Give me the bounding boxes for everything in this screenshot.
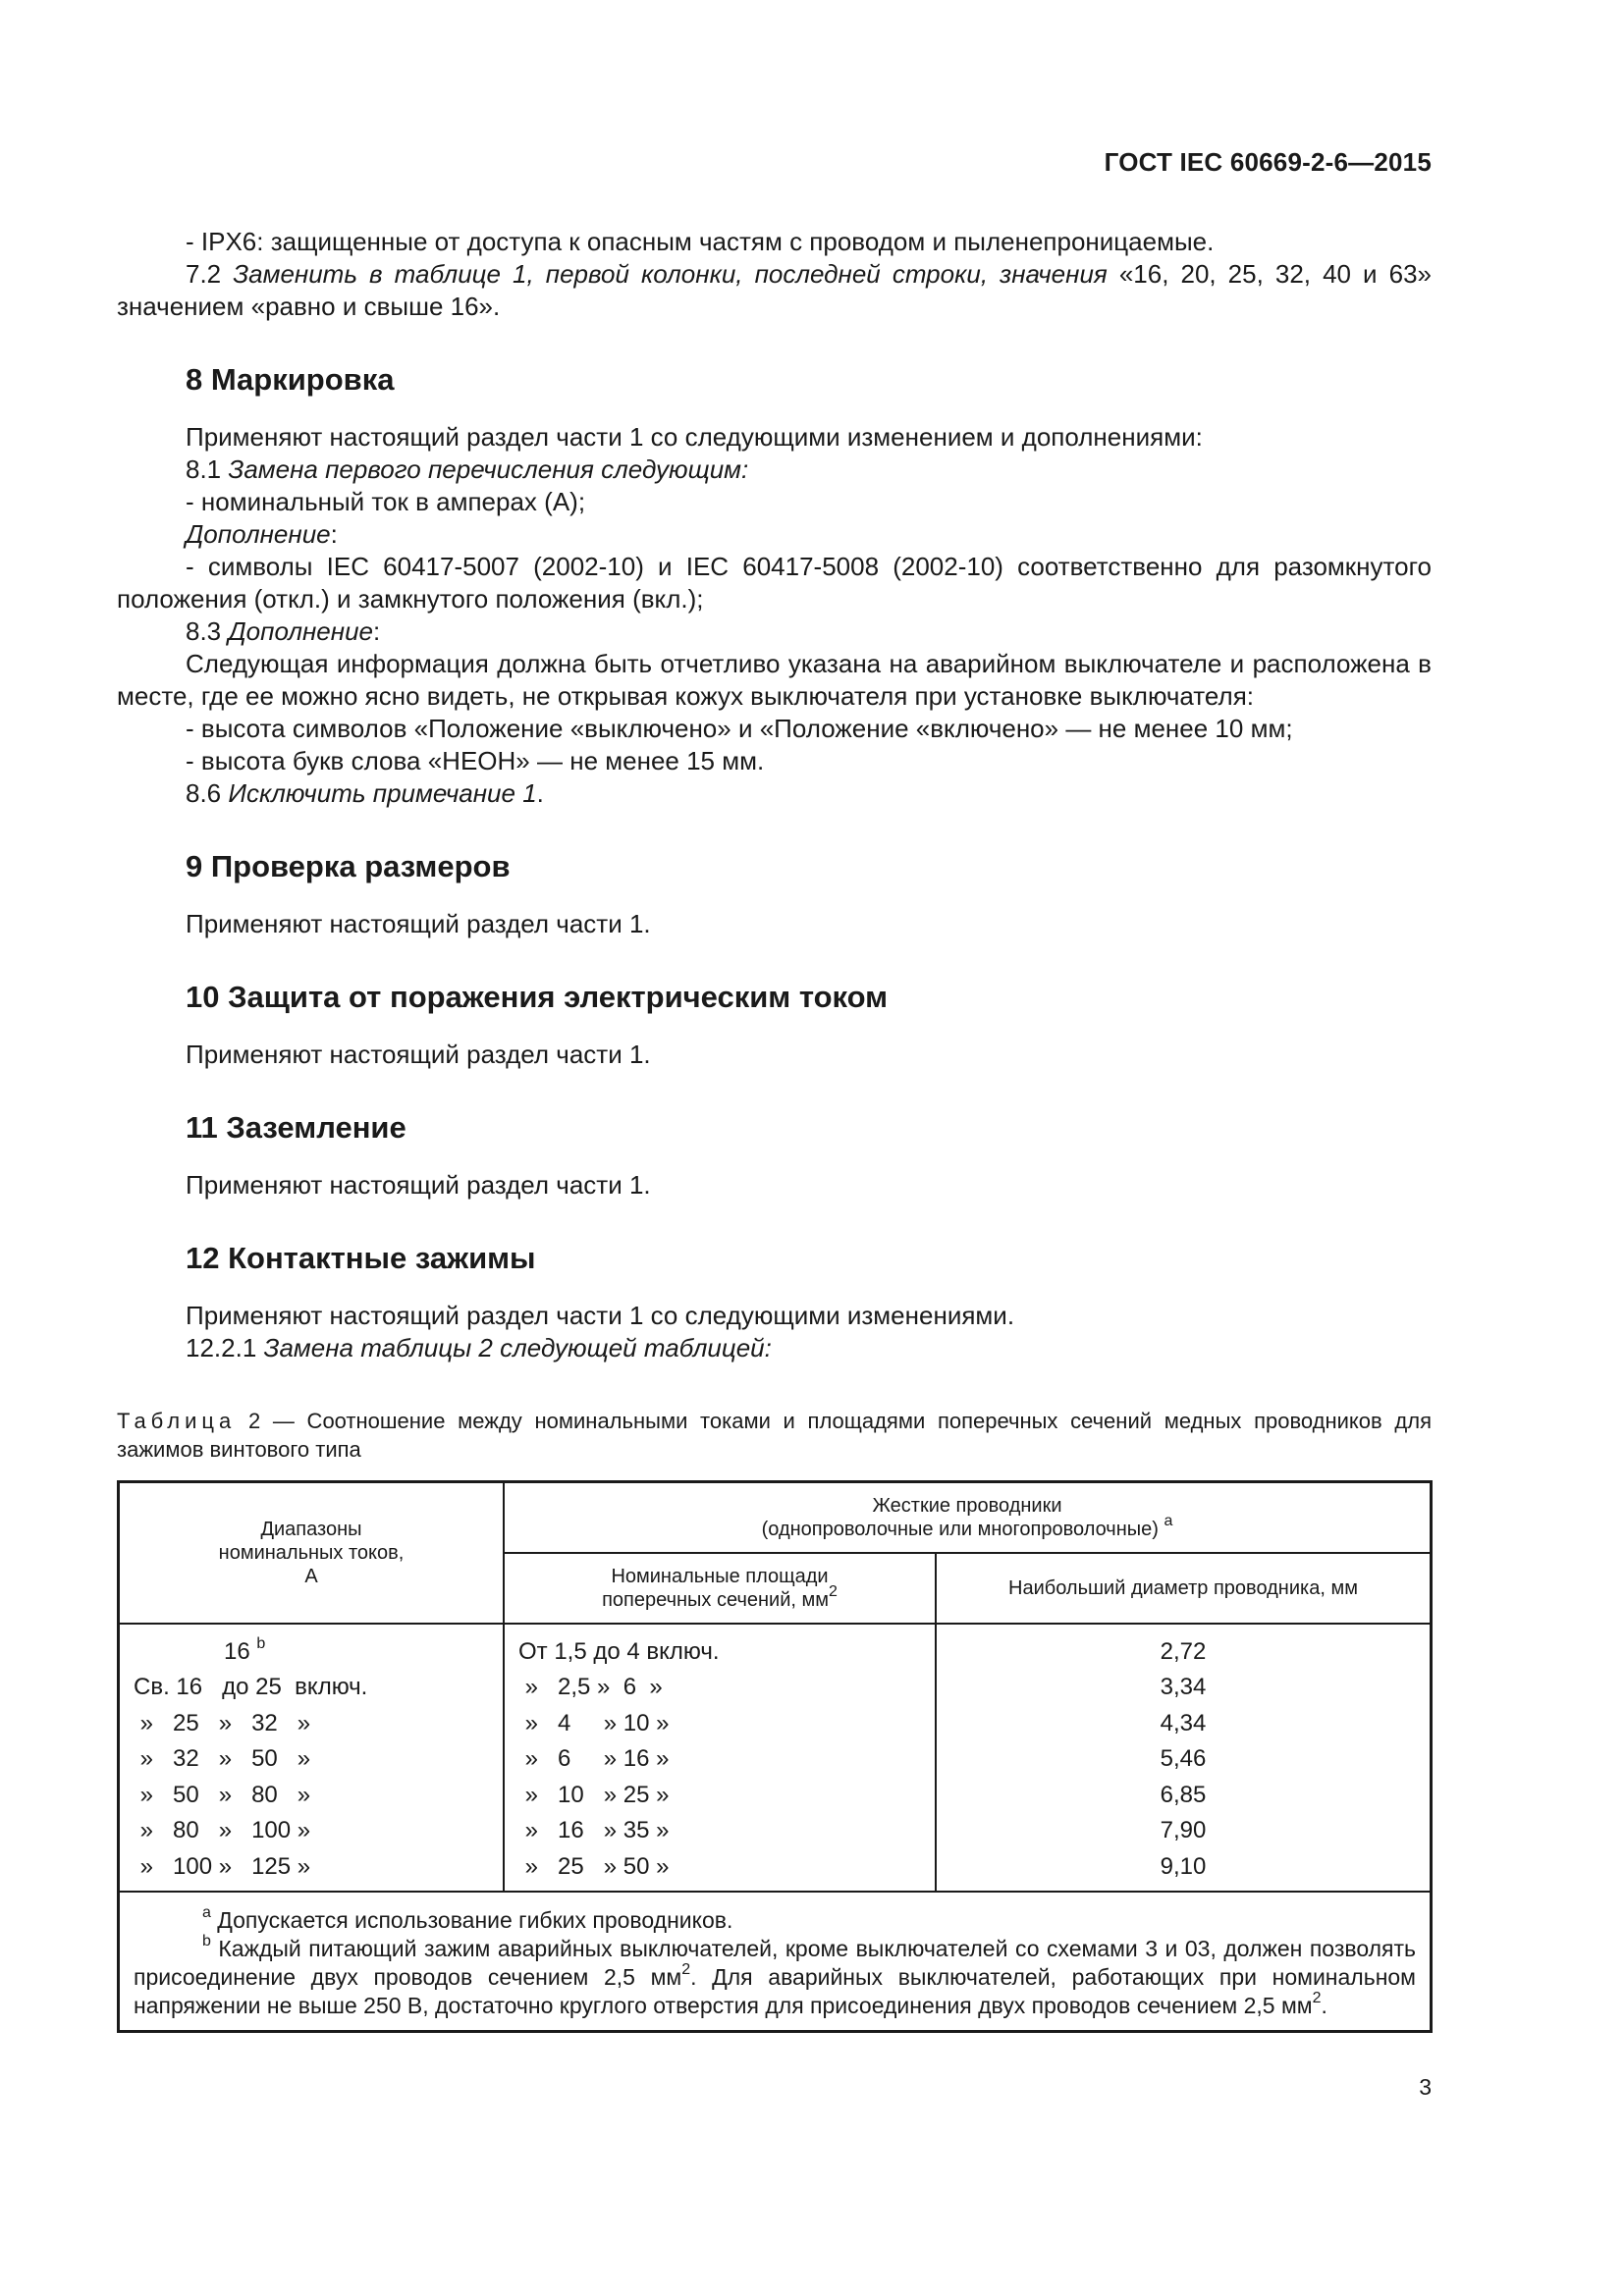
current-range-row: » 100 » 125 »	[134, 1852, 311, 1880]
diameter-row: 4,34	[1160, 1709, 1207, 1736]
page-number: 3	[1419, 2074, 1432, 2100]
s8-line-9: - высота букв слова «НЕОН» — не менее 15 мм.	[186, 746, 765, 775]
clause-7-2: 7.2 Заменить в таблице 1, первой колонки, последней строки, значения «16, 20, 25, 32, 40 и 63» значением «равно и свыше 16».	[117, 259, 1432, 321]
section-10-title: 10 Защита от поражения электрическим током	[186, 980, 889, 1014]
s12-line-2: 12.2.1 Замена таблицы 2 следующей таблицей:	[186, 1333, 772, 1362]
section-12-title: 12 Контактные зажимы	[186, 1241, 536, 1275]
s8-line-4: Дополнение:	[186, 519, 338, 549]
s8-line-1: Применяют настоящий раздел части 1 со следующими изменением и дополнениями:	[186, 422, 1203, 452]
main-text	[117, 226, 1432, 1364]
area-row: » 10 » 25 »	[518, 1781, 670, 1808]
document-header: ГОСТ IEC 60669-2-6—2015	[1104, 147, 1432, 177]
s8-line-2: 8.1 Замена первого перечисления следующим:	[186, 454, 749, 484]
area-row: » 25 » 50 »	[518, 1852, 670, 1880]
area-row: » 4 » 10 »	[518, 1709, 670, 1736]
s9-text: Применяют настоящий раздел части 1.	[186, 909, 651, 938]
section-11-title: 11 Заземление	[186, 1110, 406, 1145]
table-notes	[119, 1892, 1432, 2032]
area-row: » 2,5 » 6 »	[518, 1674, 663, 1700]
ipx6-line: - IPX6: защищенные от доступа к опасным частям с проводом и пыленепроницаемые.	[186, 227, 1215, 256]
s11-text: Применяют настоящий раздел части 1.	[186, 1170, 651, 1200]
section-8-title: 8 Маркировка	[186, 362, 395, 397]
s8-line-6: 8.3 Дополнение:	[186, 616, 381, 646]
s8-line-10: 8.6 Исключить примечание 1.	[186, 778, 544, 808]
diameter-row: 3,34	[1160, 1674, 1207, 1700]
current-range-row: » 50 » 80 »	[134, 1781, 311, 1808]
s8-line-8: - высота символов «Положение «выключено» и «Положение «включено» — не менее 10 мм;	[186, 714, 1293, 743]
header-current-ranges: Диапазоны номинальных токов, А	[119, 1482, 505, 1624]
current-range-row: » 32 » 50 »	[134, 1745, 311, 1772]
note-b: $^b$ Каждый питающий зажим аварийных выключателей, кроме выключателей со схемами 3 и 03, должен позволять присоединение двух проводов сечением 2,5 $мм^2$. Для аварийных выключателей, работающих при номинальном напряжении не выше 250 В, достаточно круглого отверстия для присоединения двух проводов сечением 2,5 $мм^2$.	[134, 1933, 1416, 2018]
section-9-title: 9 Проверка размеров	[186, 849, 511, 883]
current-ranges-column	[119, 1624, 505, 1893]
conductor-table	[117, 1480, 1433, 2033]
diameter-row: 9,10	[1160, 1852, 1207, 1880]
diameter-row: 7,90	[1160, 1817, 1207, 1843]
header-rigid-conductors: Жесткие проводники (однопроволочные или многопроволочные) $^a$	[504, 1482, 1432, 1553]
diameter-row: 5,46	[1160, 1745, 1207, 1772]
s8-line-3: - номинальный ток в амперах (А);	[186, 487, 586, 516]
s8-line-5: - символы IEC 60417-5007 (2002-10) и IEC 60417-5008 (2002-10) соответственно для разомкнутого положения (откл.) и замкнутого положения (вкл.);	[117, 552, 1432, 614]
note-a: $^a$ Допускается использование гибких проводников.	[202, 1904, 733, 1933]
current-range-row: Св. 16 до 25 включ.	[134, 1674, 368, 1700]
current-range-row: » 25 » 32 »	[134, 1709, 311, 1736]
s8-line-7: Следующая информация должна быть отчетливо указана на аварийном выключателе и расположена в месте, где ее можно ясно видеть, не открывая кожух выключателя при установке выключателя:	[117, 649, 1432, 711]
diameters-column	[936, 1624, 1432, 1893]
s12-line-1: Применяют настоящий раздел части 1 со следующими изменениями.	[186, 1301, 1015, 1330]
area-row: » 6 » 16 »	[518, 1745, 670, 1772]
table-caption: Таблица 2 — Соотношение между номинальными токами и площадями поперечных сечений медных проводников для зажимов винтового типа	[117, 1409, 1432, 1462]
s10-text: Применяют настоящий раздел части 1.	[186, 1040, 651, 1069]
header-nominal-area: Номинальные площади поперечных сечений, $мм^2$	[504, 1553, 936, 1624]
area-row: » 16 » 35 »	[518, 1817, 670, 1843]
areas-column	[504, 1624, 936, 1893]
diameter-row: 2,72	[1160, 1637, 1207, 1665]
current-range-row: 16 $^b$	[224, 1634, 266, 1665]
area-row: От 1,5 до 4 включ.	[518, 1637, 720, 1665]
header-max-diameter: Наибольший диаметр проводника, мм	[936, 1553, 1432, 1624]
current-range-row: » 80 » 100 »	[134, 1817, 311, 1843]
diameter-row: 6,85	[1160, 1781, 1207, 1808]
